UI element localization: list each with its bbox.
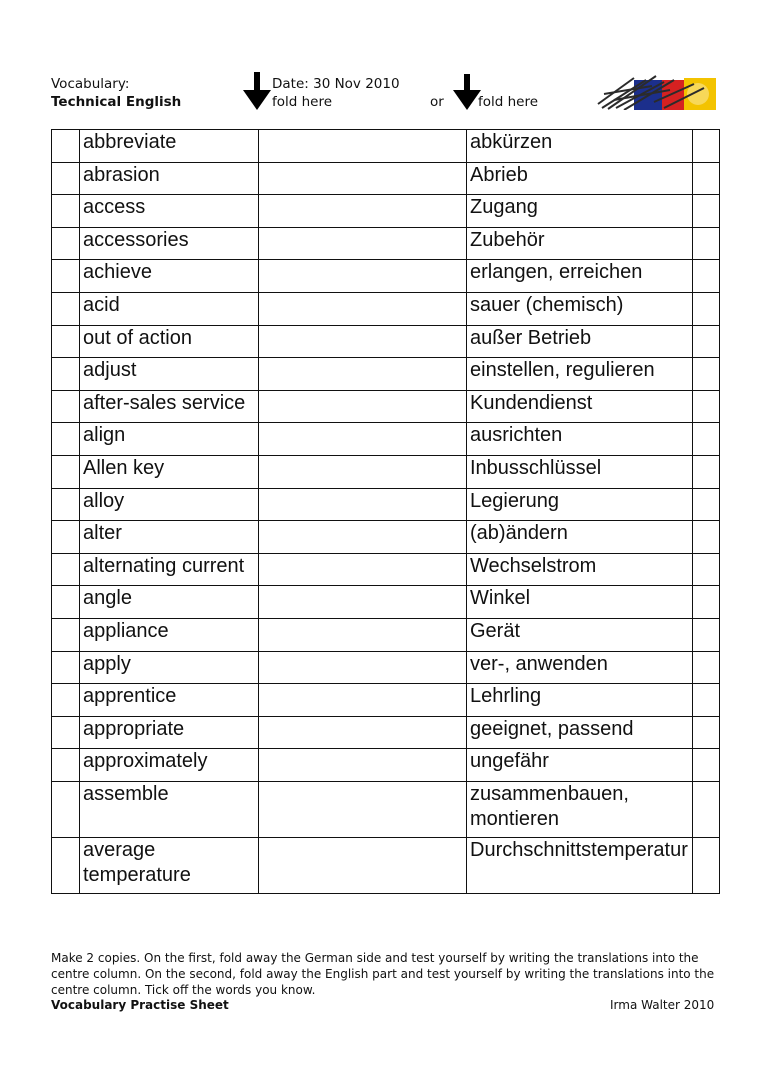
- english-word: approximately: [80, 749, 259, 782]
- write-in-cell[interactable]: [259, 553, 467, 586]
- tick-box-right[interactable]: [693, 521, 720, 554]
- german-word: ver-, anwenden: [467, 651, 693, 684]
- table-row: [52, 260, 720, 293]
- german-word: ausrichten: [467, 423, 693, 456]
- tick-box-left[interactable]: [52, 130, 80, 163]
- german-word: Zugang: [467, 195, 693, 228]
- tick-box-right[interactable]: [693, 553, 720, 586]
- write-in-cell[interactable]: [259, 162, 467, 195]
- german-word: Kundendienst: [467, 390, 693, 423]
- write-in-cell[interactable]: [259, 358, 467, 391]
- write-in-cell[interactable]: [259, 651, 467, 684]
- german-word: sauer (chemisch): [467, 292, 693, 325]
- fold-arrow-down-icon: [242, 72, 272, 112]
- german-word: Gerät: [467, 618, 693, 651]
- write-in-cell[interactable]: [259, 325, 467, 358]
- german-word: Zubehör: [467, 227, 693, 260]
- footer-author: Irma Walter 2010: [610, 998, 715, 1012]
- german-word: zusammenbauen, montieren: [467, 781, 693, 837]
- german-word: erlangen, erreichen: [467, 260, 693, 293]
- german-word: einstellen, regulieren: [467, 358, 693, 391]
- tick-box-left[interactable]: [52, 651, 80, 684]
- tick-box-left[interactable]: [52, 749, 80, 782]
- german-word: Inbusschlüssel: [467, 455, 693, 488]
- english-word: access: [80, 195, 259, 228]
- table-row: [52, 837, 720, 893]
- english-word: alter: [80, 521, 259, 554]
- german-word: Wechselstrom: [467, 553, 693, 586]
- tick-box-right[interactable]: [693, 749, 720, 782]
- german-word: ungefähr: [467, 749, 693, 782]
- english-word: alloy: [80, 488, 259, 521]
- tick-box-right[interactable]: [693, 586, 720, 619]
- table-row: [52, 488, 720, 521]
- table-row: [52, 618, 720, 651]
- tick-box-right[interactable]: [693, 423, 720, 456]
- tick-box-left[interactable]: [52, 292, 80, 325]
- tick-box-left[interactable]: [52, 195, 80, 228]
- write-in-cell[interactable]: [259, 837, 467, 893]
- table-row: [52, 130, 720, 163]
- write-in-cell[interactable]: [259, 390, 467, 423]
- english-word: accessories: [80, 227, 259, 260]
- german-word: Winkel: [467, 586, 693, 619]
- tick-box-left[interactable]: [52, 837, 80, 893]
- vocabulary-table: [51, 129, 720, 894]
- tick-box-right[interactable]: [693, 716, 720, 749]
- german-word: außer Betrieb: [467, 325, 693, 358]
- tick-box-left[interactable]: [52, 227, 80, 260]
- german-word: Legierung: [467, 488, 693, 521]
- table-row: [52, 553, 720, 586]
- english-word: alternating current: [80, 553, 259, 586]
- german-word: Durchschnittstemperatur: [467, 837, 693, 893]
- footer-title: Vocabulary Practise Sheet: [51, 998, 229, 1012]
- tick-box-right[interactable]: [693, 195, 720, 228]
- write-in-cell[interactable]: [259, 521, 467, 554]
- tick-box-right[interactable]: [693, 162, 720, 195]
- tick-box-right[interactable]: [693, 618, 720, 651]
- english-word: achieve: [80, 260, 259, 293]
- tick-box-right[interactable]: [693, 227, 720, 260]
- tick-box-right[interactable]: [693, 684, 720, 717]
- tick-box-right[interactable]: [693, 130, 720, 163]
- table-row: [52, 162, 720, 195]
- tick-box-right[interactable]: [693, 358, 720, 391]
- table-row: [52, 521, 720, 554]
- tick-box-right[interactable]: [693, 651, 720, 684]
- german-word: geeignet, passend: [467, 716, 693, 749]
- tick-box-right[interactable]: [693, 781, 720, 837]
- write-in-cell[interactable]: [259, 781, 467, 837]
- table-row: [52, 227, 720, 260]
- tick-box-left[interactable]: [52, 488, 80, 521]
- english-word: out of action: [80, 325, 259, 358]
- tick-box-left[interactable]: [52, 586, 80, 619]
- english-word: appropriate: [80, 716, 259, 749]
- table-row: [52, 325, 720, 358]
- tick-box-left[interactable]: [52, 455, 80, 488]
- table-row: [52, 358, 720, 391]
- fold-here-left: fold here: [272, 94, 333, 110]
- english-word: Allen key: [80, 455, 259, 488]
- tick-box-left[interactable]: [52, 618, 80, 651]
- tick-box-left[interactable]: [52, 716, 80, 749]
- tick-box-left[interactable]: [52, 781, 80, 837]
- english-word: adjust: [80, 358, 259, 391]
- english-word: average temperature: [80, 837, 259, 893]
- tick-box-right[interactable]: [693, 260, 720, 293]
- tick-box-right[interactable]: [693, 325, 720, 358]
- table-row: [52, 195, 720, 228]
- tick-box-right[interactable]: [693, 837, 720, 893]
- tick-box-left[interactable]: [52, 521, 80, 554]
- tick-box-left[interactable]: [52, 358, 80, 391]
- table-row: [52, 651, 720, 684]
- tick-box-left[interactable]: [52, 684, 80, 717]
- date-label: Date: 30 Nov 2010: [272, 76, 400, 92]
- table-row: [52, 716, 720, 749]
- tick-box-left[interactable]: [52, 423, 80, 456]
- write-in-cell[interactable]: [259, 292, 467, 325]
- vocabulary-label: Vocabulary:: [51, 76, 130, 92]
- table-row: [52, 781, 720, 837]
- tick-box-right[interactable]: [693, 488, 720, 521]
- german-word: Abrieb: [467, 162, 693, 195]
- write-in-cell[interactable]: [259, 455, 467, 488]
- table-row: [52, 390, 720, 423]
- table-row: [52, 292, 720, 325]
- instructions-text: Make 2 copies. On the first, fold away the German side and test yourself by writing the translations into the centre column. On the second, fold away the English part and test yourself by writing the translations into the centre column. Tick off the words you know.: [51, 951, 715, 997]
- write-in-cell[interactable]: [259, 586, 467, 619]
- write-in-cell[interactable]: [259, 684, 467, 717]
- english-word: assemble: [80, 781, 259, 837]
- tick-box-left[interactable]: [52, 325, 80, 358]
- english-word: acid: [80, 292, 259, 325]
- tick-box-left[interactable]: [52, 162, 80, 195]
- table-row: [52, 423, 720, 456]
- english-word: apprentice: [80, 684, 259, 717]
- table-row: [52, 749, 720, 782]
- write-in-cell[interactable]: [259, 716, 467, 749]
- tick-box-right[interactable]: [693, 390, 720, 423]
- english-word: appliance: [80, 618, 259, 651]
- english-word: abbreviate: [80, 130, 259, 163]
- write-in-cell[interactable]: [259, 195, 467, 228]
- fold-here-right: fold here: [478, 94, 539, 110]
- table-row: [52, 586, 720, 619]
- write-in-cell[interactable]: [259, 260, 467, 293]
- tick-box-right[interactable]: [693, 455, 720, 488]
- tick-box-left[interactable]: [52, 260, 80, 293]
- tick-box-left[interactable]: [52, 390, 80, 423]
- english-word: after-sales service: [80, 390, 259, 423]
- write-in-cell[interactable]: [259, 749, 467, 782]
- write-in-cell[interactable]: [259, 423, 467, 456]
- write-in-cell[interactable]: [259, 488, 467, 521]
- german-word: (ab)ändern: [467, 521, 693, 554]
- logo-icon: [594, 74, 716, 110]
- english-word: abrasion: [80, 162, 259, 195]
- or-label: or: [430, 94, 444, 110]
- write-in-cell[interactable]: [259, 227, 467, 260]
- subject-title: Technical English: [51, 94, 182, 110]
- english-word: align: [80, 423, 259, 456]
- tick-box-right[interactable]: [693, 292, 720, 325]
- english-word: angle: [80, 586, 259, 619]
- table-row: [52, 684, 720, 717]
- tick-box-left[interactable]: [52, 553, 80, 586]
- german-word: abkürzen: [467, 130, 693, 163]
- english-word: apply: [80, 651, 259, 684]
- german-word: Lehrling: [467, 684, 693, 717]
- write-in-cell[interactable]: [259, 130, 467, 163]
- write-in-cell[interactable]: [259, 618, 467, 651]
- table-row: [52, 455, 720, 488]
